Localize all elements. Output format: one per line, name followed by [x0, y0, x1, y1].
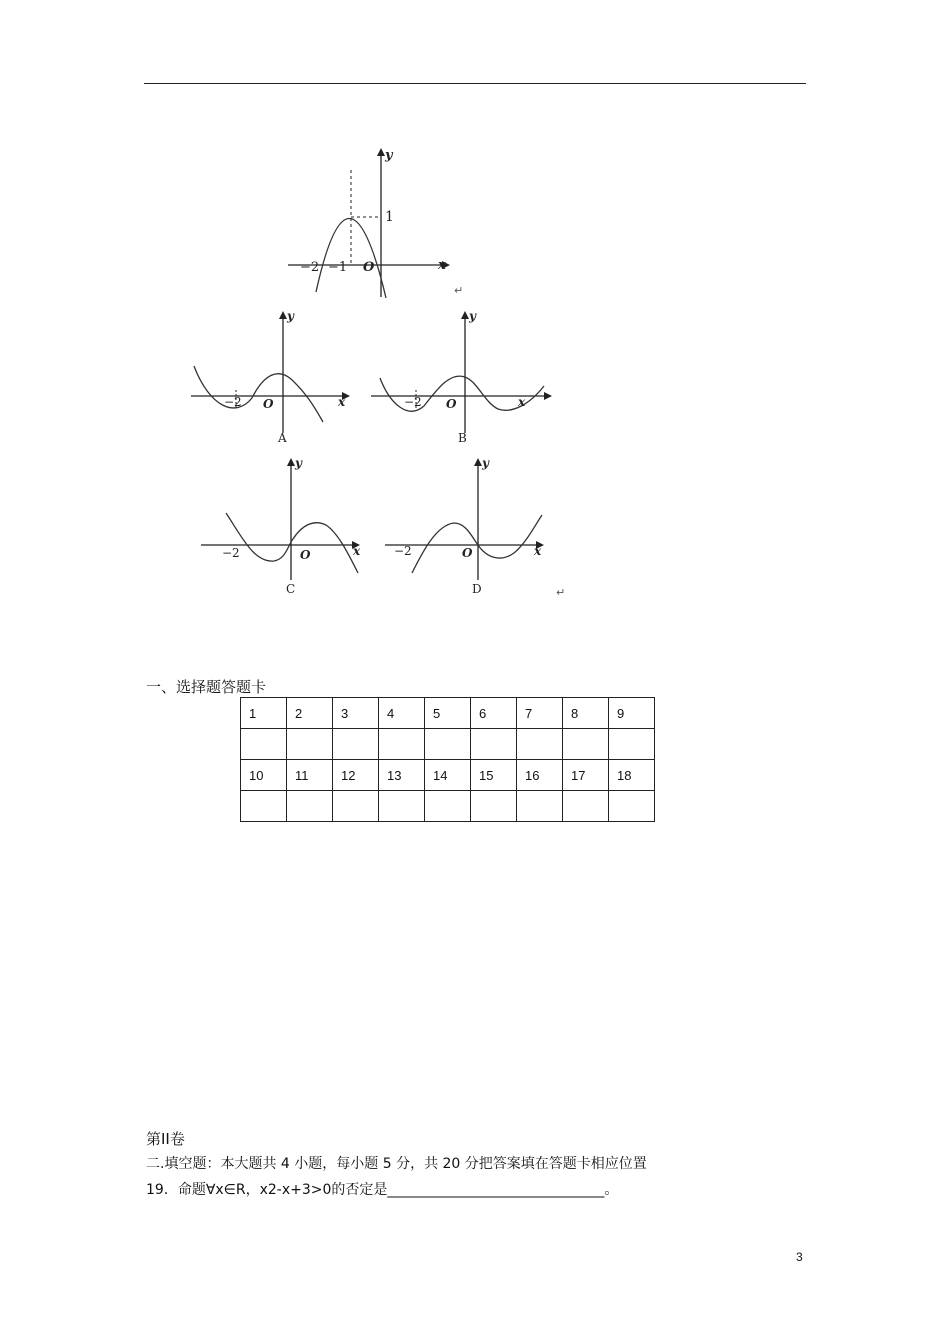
- tick-label: −2: [224, 395, 242, 409]
- question-number: 10: [241, 760, 287, 791]
- answer-cell[interactable]: [333, 791, 379, 822]
- y-axis-label: y: [482, 456, 489, 470]
- table-row: [241, 698, 655, 729]
- option-b-graph: [368, 308, 558, 448]
- answer-cell[interactable]: [471, 729, 517, 760]
- answer-cell[interactable]: [379, 791, 425, 822]
- answer-cell[interactable]: [609, 729, 655, 760]
- answer-cell[interactable]: [563, 791, 609, 822]
- table-row: [241, 729, 655, 760]
- question-number: 17: [563, 760, 609, 791]
- return-mark: ↵: [556, 586, 566, 599]
- question-number: 5: [425, 698, 471, 729]
- origin-label: O: [462, 546, 473, 560]
- option-label: B: [458, 431, 467, 445]
- question-number: 3: [333, 698, 379, 729]
- answer-cell[interactable]: [379, 729, 425, 760]
- answer-card: [240, 697, 655, 822]
- page-number: 3: [796, 1250, 803, 1264]
- answer-cell[interactable]: [609, 791, 655, 822]
- table-row: [241, 760, 655, 791]
- origin-label: O: [446, 397, 457, 411]
- answer-cell[interactable]: [517, 791, 563, 822]
- tick-label: −2: [222, 546, 240, 560]
- main-graph: [280, 145, 460, 300]
- x-axis-label: x: [534, 544, 542, 558]
- question-number: 14: [425, 760, 471, 791]
- option-label: D: [472, 582, 482, 596]
- option-c-graph: [198, 455, 368, 600]
- question-19: 19．命题∀x∈R，x2-x+3>0的否定是_______________________________。: [146, 1182, 619, 1198]
- y-axis-label: y: [287, 309, 294, 323]
- option-label: A: [278, 431, 287, 445]
- answer-cell[interactable]: [425, 729, 471, 760]
- question-number: 11: [287, 760, 333, 791]
- origin-label: O: [263, 397, 274, 411]
- question-number: 7: [517, 698, 563, 729]
- question-number: 15: [471, 760, 517, 791]
- answer-cell[interactable]: [241, 729, 287, 760]
- question-number: 1: [241, 698, 287, 729]
- x-axis-label: x: [438, 258, 446, 273]
- section-title: 一、选择题答题卡: [146, 678, 267, 696]
- tick-label: −2: [404, 395, 422, 409]
- answer-cell[interactable]: [333, 729, 379, 760]
- question-number: 12: [333, 760, 379, 791]
- question-number: 4: [379, 698, 425, 729]
- y-axis-label: y: [469, 309, 476, 323]
- y-axis-label: y: [385, 148, 393, 163]
- return-mark: ↵: [454, 284, 464, 297]
- option-d-graph: [382, 455, 562, 600]
- origin-label: O: [300, 548, 311, 562]
- x-axis-label: x: [353, 544, 361, 558]
- question-number: 2: [287, 698, 333, 729]
- answer-cell[interactable]: [287, 791, 333, 822]
- fill-in-heading: 二.填空题：本大题共 4 小题，每小题 5 分，共 20 分把答案填在答题卡相应位置: [146, 1156, 647, 1172]
- question-number: 16: [517, 760, 563, 791]
- question-number: 8: [563, 698, 609, 729]
- header-rule: [144, 83, 806, 84]
- question-number: 13: [379, 760, 425, 791]
- answer-cell[interactable]: [563, 729, 609, 760]
- x-axis-label: x: [338, 395, 346, 409]
- y-axis-label: y: [295, 456, 302, 470]
- question-number: 9: [609, 698, 655, 729]
- part-title: 第II卷: [146, 1130, 185, 1148]
- answer-cell[interactable]: [425, 791, 471, 822]
- tick-label: −2: [394, 544, 412, 558]
- tick-label: −2: [300, 260, 320, 275]
- table-row: [241, 791, 655, 822]
- x-axis-label: x: [518, 395, 526, 409]
- option-a-graph: [188, 308, 358, 448]
- question-number: 6: [471, 698, 517, 729]
- answer-cell[interactable]: [287, 729, 333, 760]
- answer-cell[interactable]: [517, 729, 563, 760]
- answer-cell[interactable]: [471, 791, 517, 822]
- tick-label: −1: [328, 260, 348, 275]
- option-label: C: [286, 582, 296, 596]
- origin-label: O: [363, 260, 375, 275]
- answer-cell[interactable]: [241, 791, 287, 822]
- question-number: 18: [609, 760, 655, 791]
- tick-label: 1: [385, 209, 394, 225]
